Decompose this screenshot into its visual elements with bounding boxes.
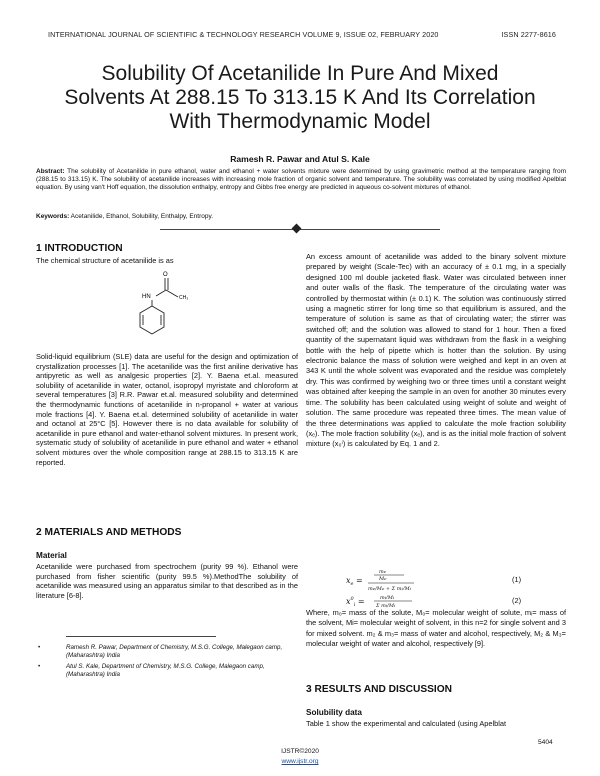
results-paragraph: Table 1 show the experimental and calculated (using Apelblat — [306, 719, 507, 728]
abstract — [36, 168, 566, 192]
svg-text:Σ mi/Mi: Σ mi/Mi — [376, 603, 396, 609]
svg-text:me: me — [379, 569, 387, 575]
methods-heading: 2 MATERIALS AND METHODS — [36, 527, 182, 538]
title-line: Solubility Of Acetanilide In Pure And Mixed — [101, 62, 499, 85]
issn: ISSN 2277-8616 — [501, 30, 556, 39]
footnote-text: Ramesh R. Pawar, Department of Chemistry, M.S.G. College, Malegaon camp, (Maharashtra) India — [66, 644, 283, 659]
page-number: 5404 — [538, 739, 553, 746]
material-heading: Material — [36, 551, 67, 560]
footnote — [36, 644, 298, 660]
nh-label: HN — [142, 294, 151, 300]
intro-paragraph-2: Solid-liquid equilibrium (SLE) data are useful for the design and optimization of crystallization processes [1]. The acetanilide was the first aniline derivative has antipyretic as well as analgesic properties [2]. Y. Baena et.al. measured solubility of acetanilide in water, octanol, isopropyl myristate and chloroform at several temperatures [3] R.R. Pawar et.al. measured solubility and determined the thermodynamic functions of acetanilide in n-propanol + water at various mole fractions [4]. Y. Baena et.al. determined solubility of acetanilide in water and octanol at 25°C [5]. However there is no data available for solubility of acetanilide in pure ethanol and water-ethanol solvent mixtures. In present work, systematic study of solubility of acetanilide in pure ethanol and water + ethanol solvent mixtures over the whole composition range at 288.15 to 313.15 K are reported. — [36, 352, 298, 467]
copyright: IJSTR©2020 — [281, 748, 319, 755]
title-line: With Thermodynamic Model — [169, 110, 431, 133]
keywords-text: Acetanilide, Ethanol, Solubility, Enthalpy, Entropy. — [69, 213, 214, 220]
solubility-data-heading: Solubility data — [306, 708, 362, 717]
variables-paragraph: Where, m₀= mass of the solute, M₀= molecular weight of solute, mᵢ= mass of the solvent, Mi= molecular weight of solvent, in this n=2 for single solvent and 3 for mixed solvent. m₂ & m₃= mass of water and alcohol, respectively, M₂ & M₃= molecular weight of water and alcohol, respectively [9]. — [306, 608, 566, 649]
svg-text:x0i =: $x^0_i$ = — [346, 596, 365, 608]
material-paragraph: Acetanilide were purchased from spectrochem (purity 99 %). Ethanol were purchased from fisher scientific (purity 99.5 %).MethodThe solubility of acetanilide was measured using an apparatus similar to that described as in the literature [6-8]. — [36, 562, 298, 600]
c-ch3-bond — [166, 290, 178, 297]
svg-text:xe =: $x_e$ = — [346, 576, 363, 587]
bullet-icon: • — [38, 663, 41, 670]
equation-2-number: (2) — [512, 596, 522, 605]
method-paragraph: An excess amount of acetanilide was added to the binary solvent mixture prepared by weight (Scale-Tec) with an accuracy of ± 0.1 mg, in a specially designed 100 ml double jacketed flask. Water was circulated between inner and outer walls of the flask. The temperature of the circulating water was controlled by thermostat within (± 0.1) K. The solution was continuously stirred using a magnetic stirrer for long time so that equilibrium is assured, and the temperature of solution is same as that of circulating water; the stirrer was switched off; and the solution was allowed to stand for 1 hour. Then a fixed quantity of the supernatant liquid was withdrawn from the flask in a weighing bottle with the help of pipette which is hotter than the solution. By using electronic balance the mass of solution were weighed and kept in an oven at 343 K until the whole solvent was evaporated and the residue was completely dry. This was confirmed by weighing two or three times until a constant weight was obtained after keeping the sample in an oven for another 30 minutes every time. The solubility has been calculated using weight of solute and weight of solution. The same procedure was repeated three times. The mean value of the three determinations was applied to calculate the mole fraction solubility (xₑ). The mole fraction solubility (xₑ), and is as the initial mole fraction of solvent mixture (x₀ⁱ) is calculated by Eq. 1 and 2. — [306, 252, 566, 449]
svg-text:Me: Me — [379, 576, 387, 582]
intro-paragraph-1: The chemical structure of acetanilide is as — [36, 256, 174, 265]
footnote — [36, 663, 298, 679]
footnote-text: Atul S. Kale, Department of Chemistry, M.S.G. College, Malegaon camp, (Maharashtra) India — [66, 663, 265, 678]
abstract-text: The solubility of Acetanilide in pure ethanol, water and ethanol + water solvents mixture were determined by using gravimetric method at the temperature ranging from (288.15 to 313.15) K. The solubility of acetanilide increases with increasing mole fraction of organic solvent and temperature. The solubility was correlated by using modified Apelblat equation. By using van't Hoff equation, the dissolution enthalpy, entropy and Gibbs free energy are predicted in aqueous co-solvent mixtures of ethanol. — [36, 168, 566, 191]
ch3-label: CH₃ — [179, 295, 189, 301]
n-c-bond — [156, 290, 166, 296]
acetanilide-structure — [120, 268, 210, 350]
svg-text:me/Me + Σ mi/Mi: me/Me + Σ mi/Mi — [368, 586, 411, 592]
benzene-ring — [140, 306, 164, 334]
oxygen-label: O — [163, 272, 168, 278]
keywords — [36, 213, 566, 220]
equation-1-number: (1) — [512, 575, 522, 584]
paper-title — [40, 62, 560, 134]
journal-name: INTERNATIONAL JOURNAL OF SCIENTIFIC & TECHNOLOGY RESEARCH VOLUME 9, ISSUE 02, FEBRUARY 2020 — [48, 30, 439, 39]
bullet-icon: • — [38, 644, 41, 651]
footnote-rule — [66, 636, 216, 637]
journal-website-link[interactable]: www.ijstr.org — [281, 758, 319, 765]
svg-text:mi/Mi: mi/Mi — [380, 595, 395, 601]
results-heading: 3 RESULTS AND DISCUSSION — [306, 684, 453, 695]
footer-link-row — [0, 758, 600, 765]
divider-diamond-icon — [292, 224, 302, 234]
keywords-label: Keywords: — [36, 213, 70, 220]
intro-heading: 1 INTRODUCTION — [36, 243, 123, 254]
title-line: Solvents At 288.15 To 313.15 K And Its Correlation — [64, 86, 536, 109]
authors: Ramesh R. Pawar and Atul S. Kale — [230, 154, 370, 164]
author-footnotes — [36, 644, 298, 679]
abstract-label: Abstract: — [36, 168, 65, 175]
